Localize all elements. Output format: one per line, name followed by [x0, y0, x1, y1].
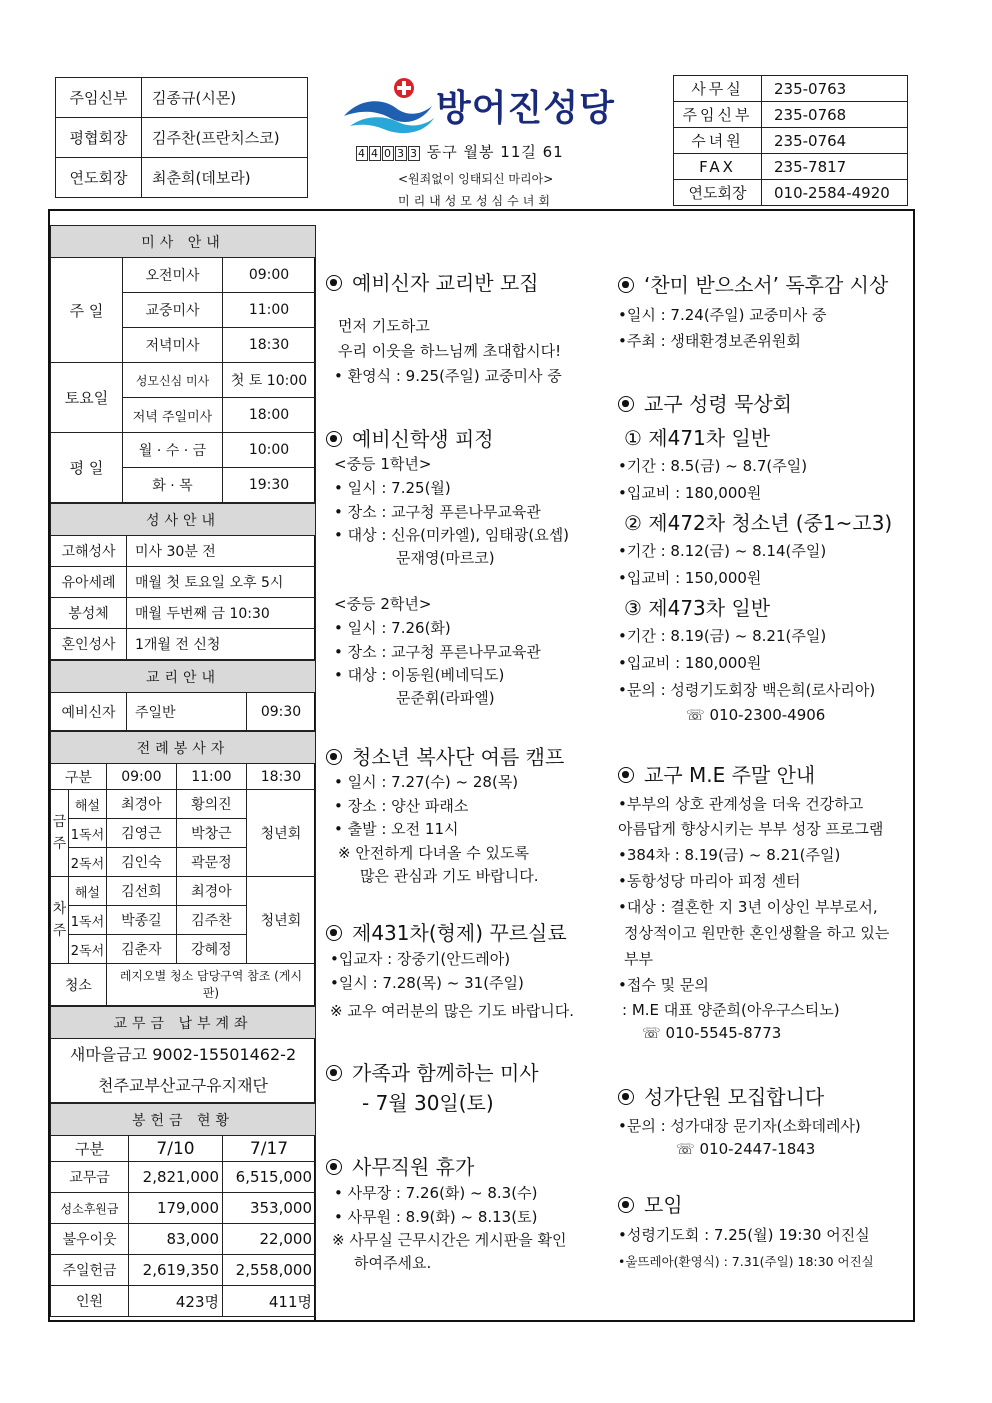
- liturgy-role: 해설: [69, 790, 107, 819]
- church-motto: <원죄없이 잉태되신 마리아>: [398, 172, 554, 186]
- section-heading: [618, 269, 888, 298]
- mass-name: 성모신심 미사: [123, 363, 223, 398]
- sacrament-table: [50, 503, 316, 660]
- text-line: • 대상 : 신유(미카엘), 임태광(요셉): [334, 526, 570, 544]
- offering-value: 353,000: [223, 1193, 316, 1224]
- mass-time: 09:00: [223, 258, 316, 293]
- section-title: 예비신학생 피정: [352, 427, 494, 451]
- offering-name: 인원: [51, 1286, 129, 1317]
- this-week-label: 금주: [51, 790, 69, 877]
- text-line: • 사무장 : 7.26(화) ~ 8.3(수): [334, 1184, 538, 1202]
- text-line: •일시 : 7.24(주일) 교중미사 중: [618, 306, 827, 324]
- text-line: 아름답게 향상시키는 부부 성장 프로그램: [618, 820, 884, 838]
- section-heading: [326, 1057, 539, 1086]
- section-heading: [326, 1151, 474, 1180]
- section-heading: [618, 388, 792, 417]
- offering-value: 2,619,350: [129, 1255, 223, 1286]
- text-line: • 일시 : 7.25(월): [334, 479, 451, 497]
- text-line: •접수 및 문의: [618, 976, 709, 994]
- text-line: 문준휘(라파엘): [396, 689, 495, 707]
- section-heading: [326, 917, 567, 946]
- doctrine-time: 09:30: [247, 693, 316, 731]
- bullet-icon: [326, 1065, 342, 1081]
- sisters-name: 미리내성모성심수녀회: [398, 194, 554, 208]
- doctrine-name: 예비신자: [51, 693, 127, 731]
- sacrament-value: 매월 두번째 금 10:30: [127, 598, 316, 629]
- header-contacts-table: [673, 75, 908, 206]
- liturgy-col-header: 09:00: [106, 764, 176, 790]
- doctrine-table: [50, 660, 316, 731]
- offering-table: [50, 1103, 316, 1317]
- liturgy-youth: 청년회: [246, 790, 315, 877]
- pastor-label: 주임신부: [56, 78, 142, 118]
- liturgy-person: 김인숙: [106, 848, 176, 877]
- sacrament-value: 미사 30분 전: [127, 536, 316, 567]
- zip-digit: 0: [384, 147, 392, 160]
- text-line: •문의 : 성가대장 문기자(소화데레사): [618, 1117, 861, 1135]
- section-heading: [326, 741, 564, 770]
- mass-name: 화 · 목: [123, 468, 223, 503]
- mass-time: 18:30: [223, 328, 316, 363]
- fax-label: FAX: [674, 154, 762, 180]
- text-line: • 장소 : 교구청 푸른나무교육관: [334, 503, 541, 521]
- doctrine-title: 교리안내: [51, 661, 316, 693]
- offering-col-header: 7/10: [129, 1136, 223, 1162]
- church-logo: [340, 76, 650, 138]
- text-line: •입교비 : 180,000원: [618, 654, 762, 672]
- main-content: [318, 211, 915, 1321]
- mass-name: 월 · 수 · 금: [123, 433, 223, 468]
- retreat-session: ① 제471차 일반: [624, 426, 771, 450]
- section-title: 예비신자 교리반 모집: [352, 271, 539, 295]
- bullet-icon: [618, 1197, 634, 1213]
- text-line: •일시 : 7.28(목) ~ 31(주일): [330, 974, 524, 992]
- offering-value: 22,000: [223, 1224, 316, 1255]
- zip-digit: 4: [371, 147, 379, 160]
- section-title: 교구 성령 묵상회: [644, 392, 792, 416]
- convent-label: 수녀원: [674, 128, 762, 154]
- text-line: : M.E 대표 양준희(아우구스티노): [622, 1001, 840, 1019]
- memorial-value: 최춘희(데보라): [142, 158, 308, 198]
- liturgy-role: 2독서: [69, 935, 107, 964]
- section-heading: [618, 1189, 683, 1218]
- text-line: •기간 : 8.5(금) ~ 8.7(주일): [618, 457, 808, 475]
- address-text: 동구 월봉 11길 61: [426, 143, 564, 161]
- sacrament-title: 성사안내: [51, 504, 316, 536]
- memorial-phone-label: 연도회장: [674, 180, 762, 206]
- bullet-icon: [326, 925, 342, 941]
- text-line: •384차 : 8.19(금) ~ 8.21(주일): [618, 846, 841, 864]
- sacrament-name: 봉성체: [51, 598, 127, 629]
- section-title: 모임: [644, 1193, 683, 1217]
- text-line: 많은 관심과 기도 바랍니다.: [360, 867, 539, 885]
- retreat-session: ② 제472차 청소년 (중1~고3): [624, 511, 893, 535]
- offering-value: 179,000: [129, 1193, 223, 1224]
- zip-digit: 3: [397, 147, 405, 160]
- mass-time: 18:00: [223, 398, 316, 433]
- sacrament-name: 유아세례: [51, 567, 127, 598]
- convent-phone: 235-0764: [762, 128, 908, 154]
- text-line: •동항성당 마리아 피정 센터: [618, 872, 801, 890]
- liturgy-person: 황의진: [176, 790, 246, 819]
- offering-value: 2,821,000: [129, 1162, 223, 1193]
- mass-time: 11:00: [223, 293, 316, 328]
- offering-value: 411명: [223, 1286, 316, 1317]
- office-label: 사무실: [674, 76, 762, 102]
- liturgy-person: 김주찬: [176, 906, 246, 935]
- fax-number: 235-7817: [762, 154, 908, 180]
- text-line: 문재영(마르코): [396, 549, 495, 567]
- mass-time: 10:00: [223, 433, 316, 468]
- section-heading: [326, 423, 494, 452]
- section-heading: [618, 759, 815, 788]
- liturgy-col-header: 11:00: [176, 764, 246, 790]
- church-address: [356, 141, 564, 162]
- section-title: 가족과 함께하는 미사: [352, 1061, 539, 1085]
- liturgy-role: 1독서: [69, 819, 107, 848]
- liturgy-col-header: 18:30: [246, 764, 315, 790]
- weekday-label: 평 일: [51, 433, 123, 503]
- clean-value: 레지오별 청소 담당구역 참조 (게시판): [106, 964, 315, 1006]
- pastor-phone-label: 주임신부: [674, 102, 762, 128]
- text-line: •기간 : 8.19(금) ~ 8.21(주일): [618, 627, 827, 645]
- text-line: • 일시 : 7.27(수) ~ 28(목): [334, 773, 519, 791]
- text-line: <중등 1학년>: [334, 455, 432, 473]
- offering-col-header: 구분: [51, 1136, 129, 1162]
- offering-title: 봉헌금 현황: [51, 1104, 316, 1136]
- text-line: •입교비 : 150,000원: [618, 569, 762, 587]
- church-name: 방어진성당: [436, 87, 615, 129]
- text-line: •입교비 : 180,000원: [618, 484, 762, 502]
- bullet-icon: [326, 431, 342, 447]
- section-heading: [618, 1081, 824, 1110]
- text-line: 하여주세요.: [354, 1254, 432, 1272]
- liturgy-person: 김춘자: [106, 935, 176, 964]
- section-title: 교구 M.E 주말 안내: [644, 763, 816, 787]
- offering-name: 교무금: [51, 1162, 129, 1193]
- council-value: 김주찬(프란치스코): [142, 118, 308, 158]
- liturgy-person: 김영근: [106, 819, 176, 848]
- text-line: •대상 : 결혼한 지 3년 이상인 부부로서,: [618, 898, 878, 916]
- offering-name: 성소후원금: [51, 1193, 129, 1224]
- account-title: 교무금 납부계좌: [51, 1007, 316, 1039]
- text-line: •울뜨레아(환영식) : 7.31(주일) 18:30 어진실: [618, 1254, 874, 1269]
- liturgy-youth: 청년회: [246, 877, 315, 964]
- text-line: 부부: [624, 950, 653, 968]
- memorial-phone: 010-2584-4920: [762, 180, 908, 206]
- text-line: •주최 : 생태환경보존위원회: [618, 332, 801, 350]
- sacrament-name: 혼인성사: [51, 629, 127, 660]
- phone-line: ☏ 010-5545-8773: [642, 1024, 782, 1042]
- offering-value: 423명: [129, 1286, 223, 1317]
- section-title: 사무직원 휴가: [352, 1155, 475, 1179]
- text-line: •기간 : 8.12(금) ~ 8.14(주일): [618, 542, 827, 560]
- account-table: [50, 1006, 316, 1103]
- section-heading: [326, 267, 539, 296]
- bulletin-frame: [48, 209, 915, 1322]
- text-line: ※ 교우 여러분의 많은 기도 바랍니다.: [330, 1002, 575, 1020]
- text-line: •문의 : 성령기도회장 백은희(로사리아): [618, 681, 876, 699]
- offering-name: 불우이웃: [51, 1224, 129, 1255]
- mass-time: 첫 토 10:00: [223, 363, 316, 398]
- mass-title: 미사 안내: [51, 226, 316, 258]
- text-line: ※ 사무실 근무시간은 게시판을 확인: [332, 1231, 567, 1249]
- text-line: • 장소 : 양산 파래소: [334, 797, 469, 815]
- zip-digit: 3: [410, 147, 418, 160]
- sacrament-name: 고해성사: [51, 536, 127, 567]
- liturgy-person: 최경아: [106, 790, 176, 819]
- bullet-icon: [618, 396, 634, 412]
- text-line: • 환영식 : 9.25(주일) 교중미사 중: [334, 367, 562, 385]
- text-line: •성령기도회 : 7.25(월) 19:30 어진실: [618, 1226, 870, 1244]
- text-line: •부부의 상호 관계성을 더욱 건강하고: [618, 795, 864, 813]
- next-week-label: 차주: [51, 877, 69, 964]
- liturgy-title: 전례봉사자: [51, 732, 316, 764]
- clean-label: 청소: [51, 964, 107, 1006]
- text-line: • 출발 : 오전 11시: [334, 820, 459, 838]
- liturgy-table: [50, 731, 316, 1006]
- memorial-label: 연도회장: [56, 158, 142, 198]
- sacrament-value: 1개월 전 신청: [127, 629, 316, 660]
- mass-name: 오전미사: [123, 258, 223, 293]
- text-line: • 장소 : 교구청 푸른나무교육관: [334, 643, 541, 661]
- liturgy-person: 박종길: [106, 906, 176, 935]
- bullet-icon: [326, 749, 342, 765]
- zip-digit: 4: [358, 147, 366, 160]
- section-title: 제431차(형제) 꾸르실료: [352, 921, 567, 945]
- retreat-session: ③ 제473차 일반: [624, 596, 771, 620]
- liturgy-person: 김선희: [106, 877, 176, 906]
- saturday-label: 토요일: [51, 363, 123, 433]
- doctrine-class: 주일반: [127, 693, 247, 731]
- pastor-phone: 235-0768: [762, 102, 908, 128]
- liturgy-role: 2독서: [69, 848, 107, 877]
- mass-time: 19:30: [223, 468, 316, 503]
- section-title: 성가단원 모집합니다: [644, 1085, 825, 1109]
- bullet-icon: [618, 767, 634, 783]
- pastor-value: 김종규(시몬): [142, 78, 308, 118]
- council-label: 평협회장: [56, 118, 142, 158]
- account-number: 새마을금고 9002-15501462-2: [69, 1045, 297, 1065]
- text-line: 먼저 기도하고: [338, 317, 430, 335]
- liturgy-col-header: 구분: [51, 764, 107, 790]
- sacrament-value: 매월 첫 토요일 오후 5시: [127, 567, 316, 598]
- phone-line: ☏ 010-2300-4906: [686, 706, 826, 724]
- text-line: • 일시 : 7.26(화): [334, 619, 451, 637]
- text-line: • 사무원 : 8.9(화) ~ 8.13(토): [334, 1208, 538, 1226]
- text-line: 우리 이웃을 하느님께 초대합시다!: [338, 342, 562, 360]
- text-line: 정상적이고 원만한 혼인생활을 하고 있는: [624, 924, 890, 942]
- text-line: •입교자 : 장중기(안드레아): [330, 950, 511, 968]
- liturgy-person: 최경아: [176, 877, 246, 906]
- liturgy-role: 1독서: [69, 906, 107, 935]
- header-left-table: [55, 77, 308, 198]
- offering-value: 6,515,000: [223, 1162, 316, 1193]
- bullet-icon: [326, 275, 342, 291]
- offering-value: 83,000: [129, 1224, 223, 1255]
- text-line: ※ 안전하게 다녀올 수 있도록: [338, 844, 530, 862]
- church-emblem-icon: [340, 76, 440, 136]
- mass-name: 저녁미사: [123, 328, 223, 363]
- liturgy-role: 해설: [69, 877, 107, 906]
- text-line: <중등 2학년>: [334, 595, 432, 613]
- account-info: [51, 1039, 316, 1103]
- offering-value: 2,558,000: [223, 1255, 316, 1286]
- offering-name: 주일헌금: [51, 1255, 129, 1286]
- sidebar: [50, 225, 316, 1322]
- sunday-label: 주 일: [51, 258, 123, 363]
- account-holder: 천주교부산교구유지재단: [97, 1075, 269, 1095]
- mass-name: 저녁 주일미사: [123, 398, 223, 433]
- phone-line: ☏ 010-2447-1843: [676, 1140, 816, 1158]
- mass-name: 교중미사: [123, 293, 223, 328]
- mass-table: [50, 225, 316, 503]
- section-title: ‘찬미 받으소서’ 독후감 시상: [644, 273, 889, 297]
- bullet-icon: [326, 1159, 342, 1175]
- offering-col-header: 7/17: [223, 1136, 316, 1162]
- bullet-icon: [618, 277, 634, 293]
- office-phone: 235-0763: [762, 76, 908, 102]
- text-line: • 대상 : 이동원(베네딕도): [334, 666, 505, 684]
- liturgy-person: 곽문정: [176, 848, 246, 877]
- bullet-icon: [618, 1089, 634, 1105]
- liturgy-person: 강혜정: [176, 935, 246, 964]
- family-mass-date: - 7월 30일(토): [362, 1091, 494, 1115]
- section-title: 청소년 복사단 여름 캠프: [352, 745, 565, 769]
- liturgy-person: 박창근: [176, 819, 246, 848]
